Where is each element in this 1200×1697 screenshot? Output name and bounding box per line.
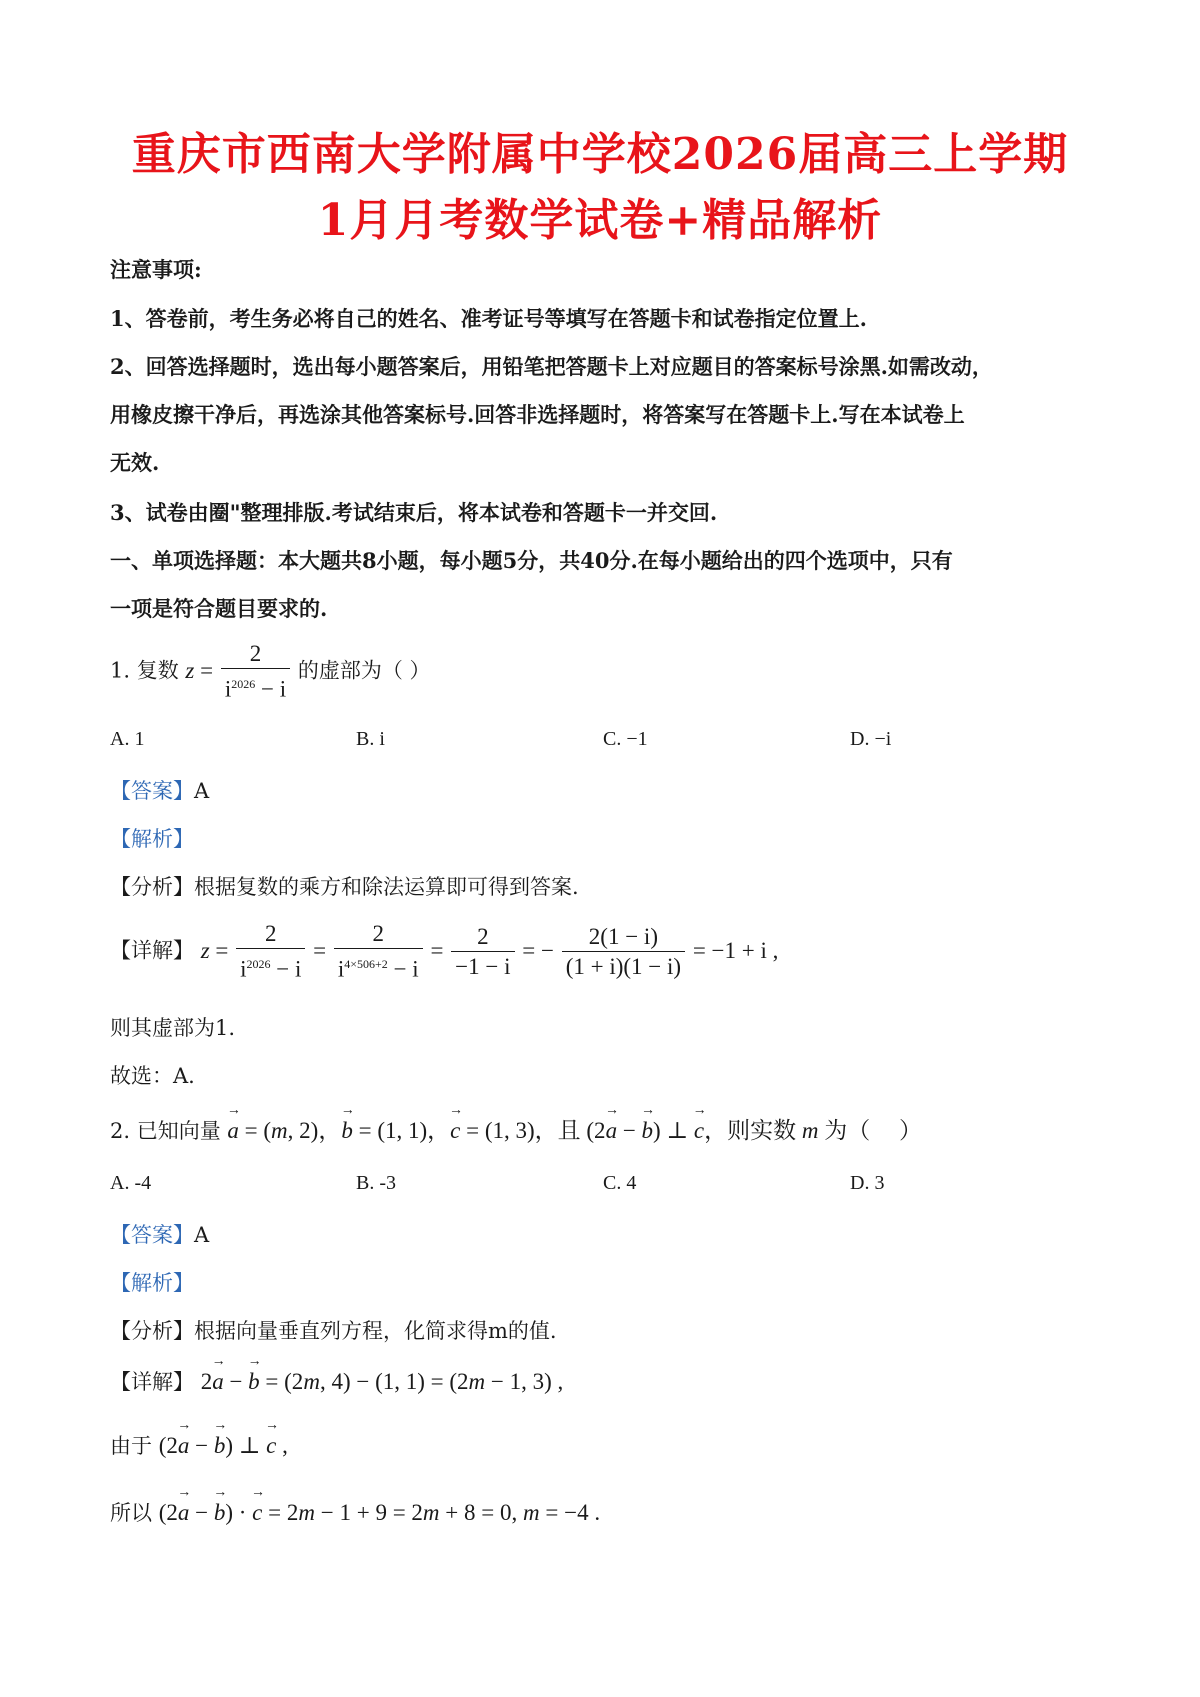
- page-title-line-2: 1月月考数学试卷+精品解析: [317, 195, 883, 246]
- note-2-line-2: 用橡皮擦干净后，再选涂其他答案标号.回答非选择题时，将答案写在答题卡上.写在本试卷上: [110, 402, 965, 427]
- note-3: 3、试卷由圈"整理排版.考试结束后，将本试卷和答题卡一并交回.: [110, 500, 718, 525]
- q1-formula: z = $\frac{2}{i^{2026} - i}$: [185, 658, 297, 683]
- q2-since-formula: (2a → − b →) ⊥ c → ,: [159, 1433, 288, 1458]
- q2-detail-tag: 【详解】: [110, 1370, 194, 1394]
- q2-option-c: C. 4: [603, 1172, 637, 1194]
- q1-option-a: A. 1: [110, 728, 145, 750]
- q2-so: [110, 1497, 600, 1527]
- q2-formula: a → = (m, 2)，b → = (1, 1)，c → = (1, 3)，且 (2a → − b →) ⊥ c →，则实数 m 为（ ）: [227, 1118, 922, 1143]
- q1-answer-tag: 【答案】: [110, 779, 194, 803]
- q1-prefix: 1. 复数: [110, 658, 179, 683]
- q2-fenxi-text: 根据向量垂直列方程，化简求得m的值.: [194, 1319, 557, 1343]
- q1-choose: 故选：A.: [110, 1064, 195, 1088]
- q1-detail: [110, 920, 778, 985]
- q1-answer: [110, 775, 209, 805]
- note-2-line-1: 2、回答选择题时，选出每小题答案后，用铅笔把答题卡上对应题目的答案标号涂黑.如需改动，: [110, 354, 993, 379]
- q2-so-label: 所以: [110, 1501, 152, 1525]
- q1-conclusion: 则其虚部为1.: [110, 1016, 236, 1040]
- q1-suffix: 的虚部为（ ）: [297, 658, 431, 683]
- q2-since-label: 由于: [110, 1434, 152, 1458]
- q2-analysis-tag: 【解析】: [110, 1271, 194, 1295]
- q2-option-a: A. -4: [110, 1172, 152, 1194]
- note-1: 1、答卷前，考生务必将自己的姓名、准考证号等填写在答题卡和试卷指定位置上.: [110, 306, 867, 331]
- q1-option-b: B. i: [356, 728, 385, 750]
- q2-answer-value: A: [194, 1223, 210, 1247]
- q2-option-d: D. 3: [850, 1172, 885, 1194]
- section-heading-line-2: 一项是符合题目要求的.: [110, 596, 328, 621]
- q1-fenxi: [110, 871, 579, 901]
- q2-detail-formula: 2a → − b → = (2m, 4) − (1, 1) = (2m − 1, 3) ,: [201, 1369, 564, 1394]
- note-2-line-3: 无效.: [110, 450, 160, 475]
- q2-fenxi: [110, 1315, 557, 1345]
- q2-answer: [110, 1219, 209, 1249]
- q1-stem: [110, 640, 431, 705]
- page-title-line-1: 重庆市西南大学附属中学校2026届高三上学期: [131, 129, 1069, 180]
- q1-analysis-tag: 【解析】: [110, 827, 194, 851]
- q2-so-formula: (2a → − b →) · c → = 2m − 1 + 9 = 2m + 8 = 0, m = −4 .: [159, 1500, 600, 1525]
- q1-fenxi-tag: 【分析】: [110, 875, 194, 899]
- q2-prefix: 2. 已知向量: [110, 1119, 221, 1143]
- q1-option-c: C. −1: [603, 728, 648, 750]
- section-heading-line-1: 一、单项选择题：本大题共8小题，每小题5分，共40分.在每小题给出的四个选项中，只有: [110, 548, 953, 573]
- q2-answer-tag: 【答案】: [110, 1223, 194, 1247]
- q2-detail: [110, 1366, 563, 1396]
- q2-stem: [110, 1112, 922, 1145]
- q2-since: [110, 1430, 288, 1460]
- q1-answer-value: A: [194, 779, 210, 803]
- q2-option-b: B. -3: [356, 1172, 396, 1194]
- q2-fenxi-tag: 【分析】: [110, 1319, 194, 1343]
- q1-fenxi-text: 根据复数的乘方和除法运算即可得到答案.: [194, 875, 579, 899]
- q1-detail-tag: 【详解】: [110, 938, 194, 963]
- q1-option-d: D. −i: [850, 728, 892, 750]
- notes-heading: 注意事项:: [110, 257, 202, 282]
- q1-detail-formula: z = $\frac{2}{i^{2026} - i}$ = $\frac{2}{i^{4\times 506+2} - i}$ = $\frac{2}{-1 - i}$ = − $\frac{2(1 - i)}{(1 + i)(1 - i)}$ = −1 + i ,: [201, 938, 779, 963]
